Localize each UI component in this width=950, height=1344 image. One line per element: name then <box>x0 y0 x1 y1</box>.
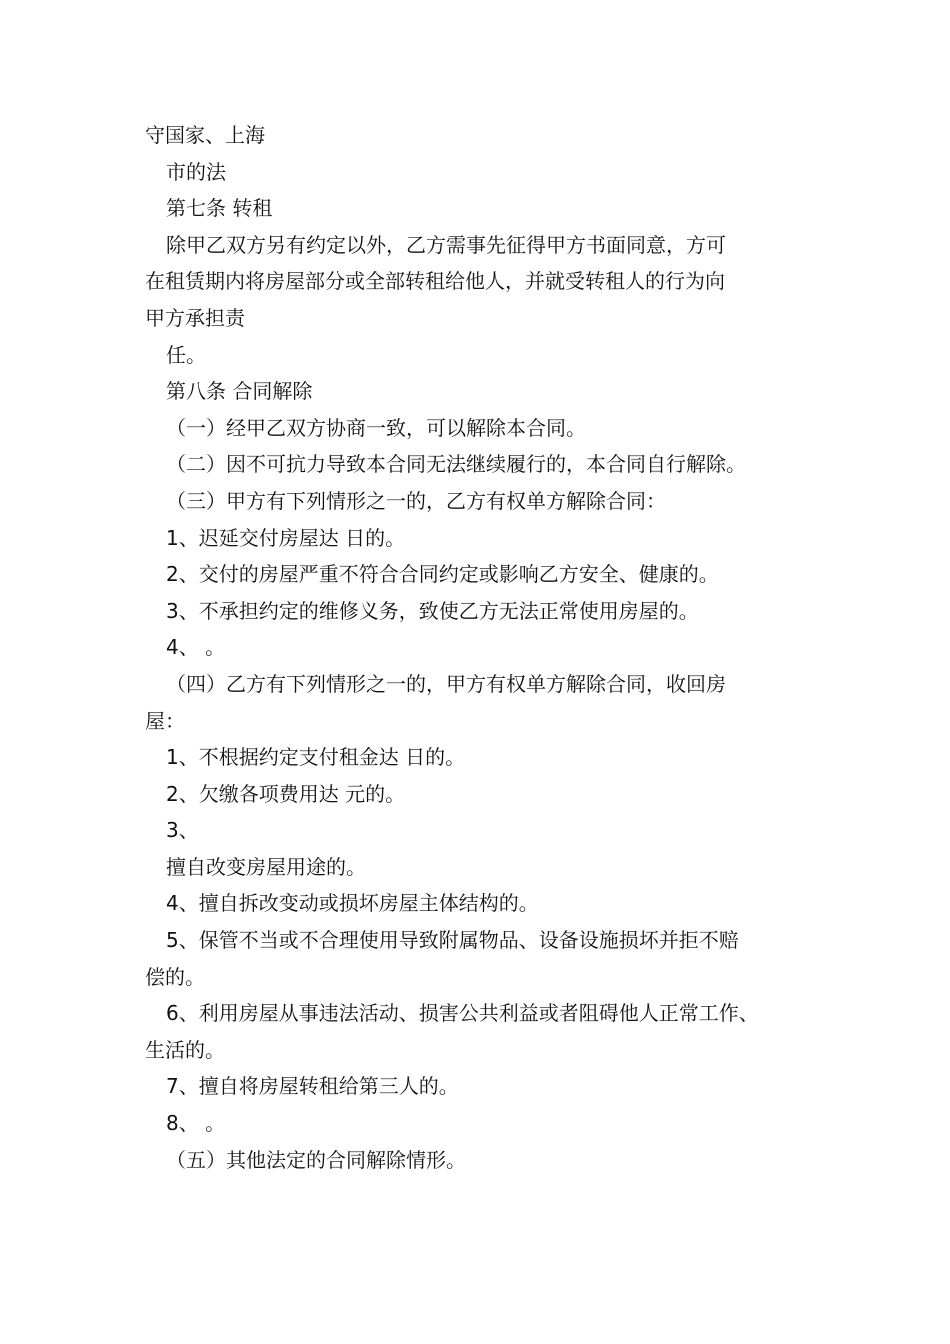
list-item: 3、 <box>166 818 199 843</box>
text-line: 市的法 <box>166 159 226 184</box>
list-item: 8、 。 <box>166 1111 226 1136</box>
clause-item: （一）经甲乙双方协商一致，可以解除本合同。 <box>166 415 586 440</box>
list-item: 4、擅自拆改变动或损坏房屋主体结构的。 <box>166 891 539 916</box>
list-item: 4、 。 <box>166 635 226 660</box>
text-line: 除甲乙双方另有约定以外，乙方需事先征得甲方书面同意，方可 <box>166 232 726 257</box>
text-line: 甲方承担责 <box>145 305 245 330</box>
list-item: 6、利用房屋从事违法活动、损害公共利益或者阻碍他人正常工作、 <box>166 1001 759 1026</box>
text-line: 屋： <box>145 708 185 733</box>
text-line: 生活的。 <box>145 1037 225 1062</box>
clause-item: （四）乙方有下列情形之一的，甲方有权单方解除合同，收回房 <box>166 671 726 696</box>
list-item: 1、不根据约定支付租金达 日的。 <box>166 745 466 770</box>
clause-item: （二）因不可抗力导致本合同无法继续履行的，本合同自行解除。 <box>166 452 746 477</box>
section-heading-article-8: 第八条 合同解除 <box>166 379 313 404</box>
clause-item: （三）甲方有下列情形之一的，乙方有权单方解除合同： <box>166 488 666 513</box>
text-line: 偿的。 <box>145 964 205 989</box>
text-line: 守国家、上海 <box>145 123 265 147</box>
list-item: 1、迟延交付房屋达 日的。 <box>166 525 406 550</box>
section-heading-article-7: 第七条 转租 <box>166 196 273 221</box>
list-item: 2、欠缴各项费用达 元的。 <box>166 781 406 806</box>
list-item: 2、交付的房屋严重不符合合同约定或影响乙方安全、健康的。 <box>166 562 719 587</box>
list-item: 3、不承担约定的维修义务，致使乙方无法正常使用房屋的。 <box>166 598 699 623</box>
clause-item: （五）其他法定的合同解除情形。 <box>166 1147 466 1172</box>
document-body <box>145 117 825 1178</box>
list-item: 5、保管不当或不合理使用导致附属物品、设备设施损坏并拒不赔 <box>166 928 739 953</box>
text-line: 擅自改变房屋用途的。 <box>166 854 366 879</box>
text-line: 在租赁期内将房屋部分或全部转租给他人，并就受转租人的行为向 <box>145 269 725 294</box>
text-line: 任。 <box>166 342 206 367</box>
list-item: 7、擅自将房屋转租给第三人的。 <box>166 1074 459 1099</box>
